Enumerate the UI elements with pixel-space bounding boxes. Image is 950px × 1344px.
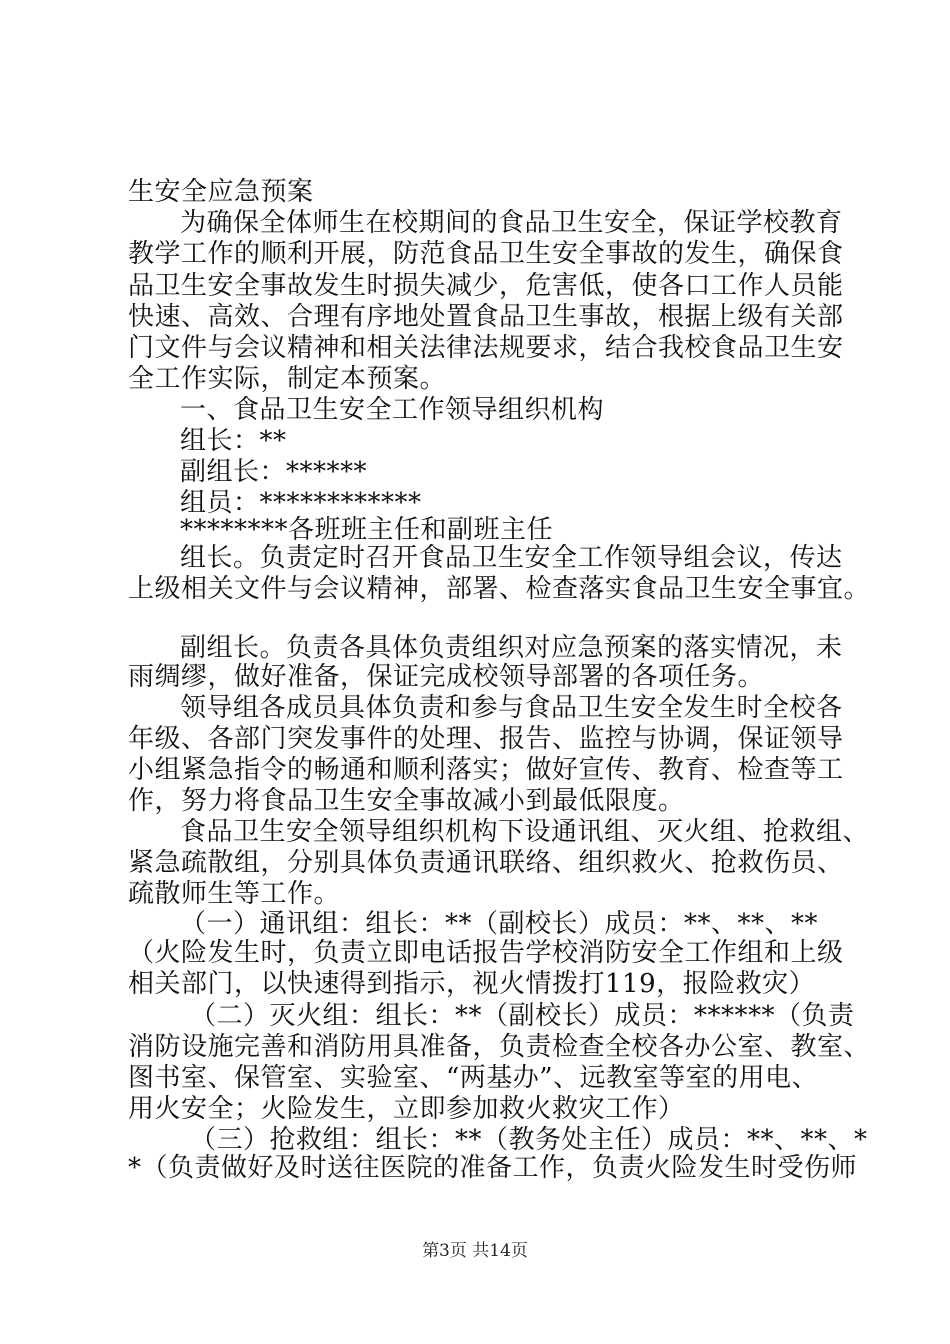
text-line: 副组长：****** (180, 457, 368, 487)
text-line: 紧急疏散组，分别具体负责通讯联络、组织救火、抢救伤员、 (128, 848, 844, 878)
text-line: 食品卫生安全领导组织机构下设通讯组、灭火组、抢救组、 (180, 817, 870, 847)
text-line: （二）灭火组：组长：**（副校长）成员：******（负责 (190, 1001, 855, 1031)
text-line: 小组紧急指令的畅通和顺利落实；做好宣传、教育、检查等工 (128, 755, 844, 785)
text-line: 品卫生安全事故发生时损失减少，危害低，使各口工作人员能 (128, 271, 844, 301)
text-line: 生安全应急预案 (128, 177, 314, 207)
text-line: 上级相关文件与会议精神，部署、检查落实食品卫生安全事宜。 (128, 574, 871, 604)
text-line: 教学工作的顺利开展，防范食品卫生安全事故的发生，确保食 (128, 239, 844, 269)
text-line: 相关部门，以快速得到指示，视火情拨打119，报险救灾） (128, 969, 816, 999)
text-line: ********各班班主任和副班主任 (180, 515, 554, 545)
text-line: 领导组各成员具体负责和参与食品卫生安全发生时全校各 (180, 693, 843, 723)
text-line: 消防设施完善和消防用具准备，负责检查全校各办公室、教室、 (128, 1032, 871, 1062)
text-line: 用火安全；火险发生，立即参加救火救灾工作） (128, 1094, 685, 1124)
text-line: 全工作实际，制定本预案。 (128, 364, 447, 394)
text-line: （火险发生时，负责立即电话报告学校消防安全工作组和上级 (128, 938, 844, 968)
section-heading: 一、食品卫生安全工作领导组织机构 (180, 395, 605, 425)
text-line: 组长。负责定时召开食品卫生安全工作领导组会议，传达 (180, 543, 843, 573)
text-line: 副组长。负责各具体负责组织对应急预案的落实情况，未 (180, 633, 843, 663)
text-line: 组员：************ (180, 488, 422, 518)
text-line: 组长：** (180, 426, 287, 456)
page-footer: 第3页 共14页 (422, 1241, 528, 1261)
text-line: 门文件与会议精神和相关法律法规要求，结合我校食品卫生安 (128, 333, 844, 363)
text-line: （一）通讯组：组长：**（副校长）成员：**、**、** (180, 909, 819, 939)
text-line: 图书室、保管室、实验室、“两基办”、远教室等室的用电、 (128, 1063, 819, 1093)
text-line: 为确保全体师生在校期间的食品卫生安全，保证学校教育 (180, 208, 843, 238)
text-line: 年级、各部门突发事件的处理、报告、监控与协调，保证领导 (128, 724, 844, 754)
text-line: 雨绸缪，做好准备，保证完成校领导部署的各项任务。 (128, 662, 765, 692)
text-line: 疏散师生等工作。 (128, 879, 341, 909)
text-line: 快速、高效、合理有序地处置食品卫生事故，根据上级有关部 (128, 302, 844, 332)
text-line: （三）抢救组：组长：**（教务处主任）成员：**、**、* (190, 1125, 868, 1155)
text-line: *（负责做好及时送往医院的准备工作，负责火险发生时受伤师 (128, 1153, 858, 1183)
text-line: 作，努力将食品卫生安全事故减小到最低限度。 (128, 786, 685, 816)
